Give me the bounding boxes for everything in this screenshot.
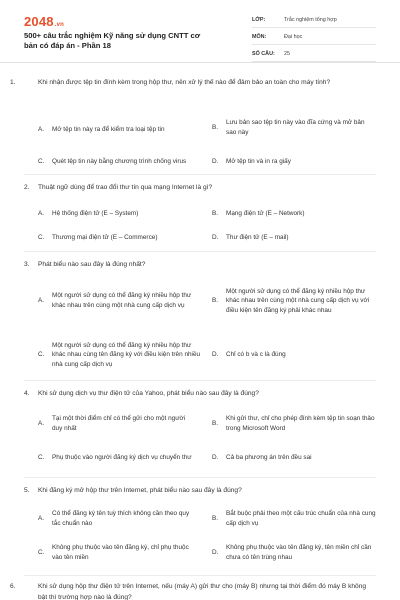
question-number: 2. — [24, 184, 30, 191]
option-d[interactable] — [212, 346, 376, 364]
option-letter: B. — [212, 297, 219, 305]
question-text — [24, 389, 374, 400]
option-letter: C. — [38, 549, 45, 557]
option-b[interactable] — [212, 508, 376, 530]
option-letter: C. — [38, 351, 45, 359]
option-d[interactable] — [212, 542, 376, 564]
option-text: Bắt buộc phải theo một cấu trúc chuẩn của nhà cung cấp dịch vụ — [226, 510, 376, 527]
option-text: Một người sử dụng có thể đăng ký nhiều hộp thư khác nhau trên cùng một nhà cung cấp dịch vụ — [52, 292, 192, 309]
option-letter: A. — [38, 210, 45, 218]
meta-label: MÔN: — [252, 34, 267, 40]
option-text: Lưu bản sao tệp tin này vào đĩa cứng và mở bản sao này — [226, 119, 365, 136]
meta-label: LỚP: — [252, 17, 266, 23]
question-text — [24, 260, 374, 271]
option-d[interactable] — [212, 449, 376, 467]
option-text: Chỉ có b và c là đúng — [226, 351, 286, 359]
option-d[interactable] — [212, 229, 376, 247]
document-meta — [252, 13, 376, 64]
meta-row-class — [252, 13, 376, 28]
option-c[interactable] — [38, 150, 198, 174]
question-number: 3. — [24, 261, 30, 268]
option-letter: D. — [212, 234, 219, 242]
option-text: Mở tệp tin và in ra giấy — [226, 158, 291, 166]
option-letter: D. — [212, 158, 219, 166]
question-body: Khi sử dụng hộp thư điện tử trên Internet, nếu (máy A) gửi thư cho (máy B) nhưng tại thời điểm đó máy B không bật thì trường hợp nào là đúng? — [38, 583, 367, 600]
option-text: Thương mại điện tử (E – Commerce) — [52, 234, 158, 242]
meta-label: SỐ CÂU: — [252, 51, 275, 57]
option-letter: D. — [212, 549, 219, 557]
option-text: Thư điện tử (E – mail) — [226, 234, 289, 242]
option-c[interactable] — [38, 340, 204, 370]
meta-row-count — [252, 47, 376, 62]
question-text — [10, 78, 374, 89]
meta-row-subject — [252, 30, 376, 45]
question-number: 4. — [24, 390, 30, 397]
divider — [24, 251, 376, 252]
option-text: Một người sử dụng có thể đăng ký nhiều hộp thư khác nhau cùng tên đăng ký với điều kiện trên nhiều nhà cung cấp dịch vụ — [52, 341, 201, 368]
divider — [24, 477, 376, 478]
site-logo[interactable] — [24, 14, 64, 29]
option-text: Cả ba phương án trên đều sai — [226, 454, 312, 462]
option-b[interactable] — [212, 280, 376, 322]
option-letter: B. — [212, 515, 219, 523]
option-text: Quét tệp tin này bằng chương trình chống virus — [52, 158, 187, 166]
question-body: Khi đăng ký mở hộp thư trên Internet, phát biểu nào sau đây là đúng? — [38, 487, 242, 494]
option-text: Một người sử dụng có thể đăng ký nhiều hộp thư khác nhau trên cùng một nhà cung cấp dịch vụ với điều kiện tên đăng ký phải khác nhau — [226, 287, 370, 314]
option-letter: C. — [38, 234, 45, 242]
option-text: Có thể đăng ký tên tuỳ thích không cần theo quy tắc chuẩn nào — [52, 510, 190, 527]
option-d[interactable] — [212, 152, 376, 172]
option-letter: A. — [38, 420, 45, 428]
option-text: Hệ thống điện tử (E – System) — [52, 210, 139, 218]
meta-value: Trắc nghiệm tổng hợp — [284, 17, 337, 23]
option-a[interactable] — [38, 120, 198, 140]
option-letter: A. — [38, 515, 45, 523]
divider — [24, 575, 376, 576]
option-a[interactable] — [38, 286, 204, 316]
brand-suffix: .vn — [54, 22, 65, 28]
option-letter: B. — [212, 210, 219, 218]
question-number: 5. — [24, 487, 30, 494]
option-text: Khi gửi thư, chỉ cho phép đính kèm tệp tin soạn thảo trong Microsoft Word — [226, 415, 375, 432]
question-number: 1. — [10, 79, 16, 86]
option-c[interactable] — [38, 542, 204, 564]
option-b[interactable] — [212, 413, 376, 435]
brand-name: 2048 — [24, 14, 54, 29]
meta-value: Đại học — [284, 34, 303, 40]
document-title: 500+ câu trắc nghiệm Kỹ năng sử dụng CNTT cơ bản có đáp án - Phần 18 — [24, 31, 201, 51]
option-letter: A. — [38, 297, 45, 305]
option-letter: D. — [212, 454, 219, 462]
option-text: Mở tệp tin này ra để kiểm tra loại tệp tin — [52, 126, 165, 134]
option-a[interactable] — [38, 205, 198, 223]
option-b[interactable] — [212, 116, 376, 140]
option-text: Không phụ thuộc vào tên đăng ký, tên miền chỉ cần chưa có tên trùng nhau — [226, 544, 372, 561]
question-body: Thuật ngữ dùng để trao đổi thư tín qua mạng Internet là gì? — [38, 184, 213, 191]
question-text — [24, 486, 374, 497]
divider — [24, 174, 376, 175]
document-header — [0, 0, 400, 63]
option-text: Không phụ thuộc vào tên đăng ký, chỉ phụ thuộc vào tên miền — [52, 544, 189, 561]
option-letter: D. — [212, 351, 219, 359]
question-number: 6. — [10, 583, 16, 590]
question-text — [10, 582, 374, 600]
option-letter: B. — [212, 420, 219, 428]
option-text: Mạng điện tử (E – Network) — [226, 210, 305, 218]
option-text: Tại một thời điểm chỉ có thể gửi cho một người duy nhất — [52, 415, 186, 432]
option-text: Phụ thuộc vào người đăng ký dịch vụ chuyển thư — [52, 454, 192, 462]
option-letter: B. — [212, 124, 219, 132]
divider — [24, 380, 376, 381]
option-c[interactable] — [38, 447, 204, 469]
option-a[interactable] — [38, 413, 204, 435]
question-body: Phát biểu nào sau đây là đúng nhất? — [38, 261, 146, 268]
meta-value: 25 — [284, 51, 290, 57]
option-a[interactable] — [38, 508, 204, 530]
question-body: Khi nhận được tệp tin đính kèm trong hộp thư, nên xử lý thế nào để đảm bảo an toàn cho máy tính? — [38, 79, 331, 86]
option-b[interactable] — [212, 205, 376, 223]
option-letter: A. — [38, 126, 45, 134]
option-c[interactable] — [38, 229, 198, 247]
question-body: Khi sử dụng dịch vụ thư điện tử của Yahoo, phát biểu nào sau đây là đúng? — [38, 390, 259, 397]
option-letter: C. — [38, 454, 45, 462]
question-text — [24, 183, 374, 194]
option-letter: C. — [38, 158, 45, 166]
